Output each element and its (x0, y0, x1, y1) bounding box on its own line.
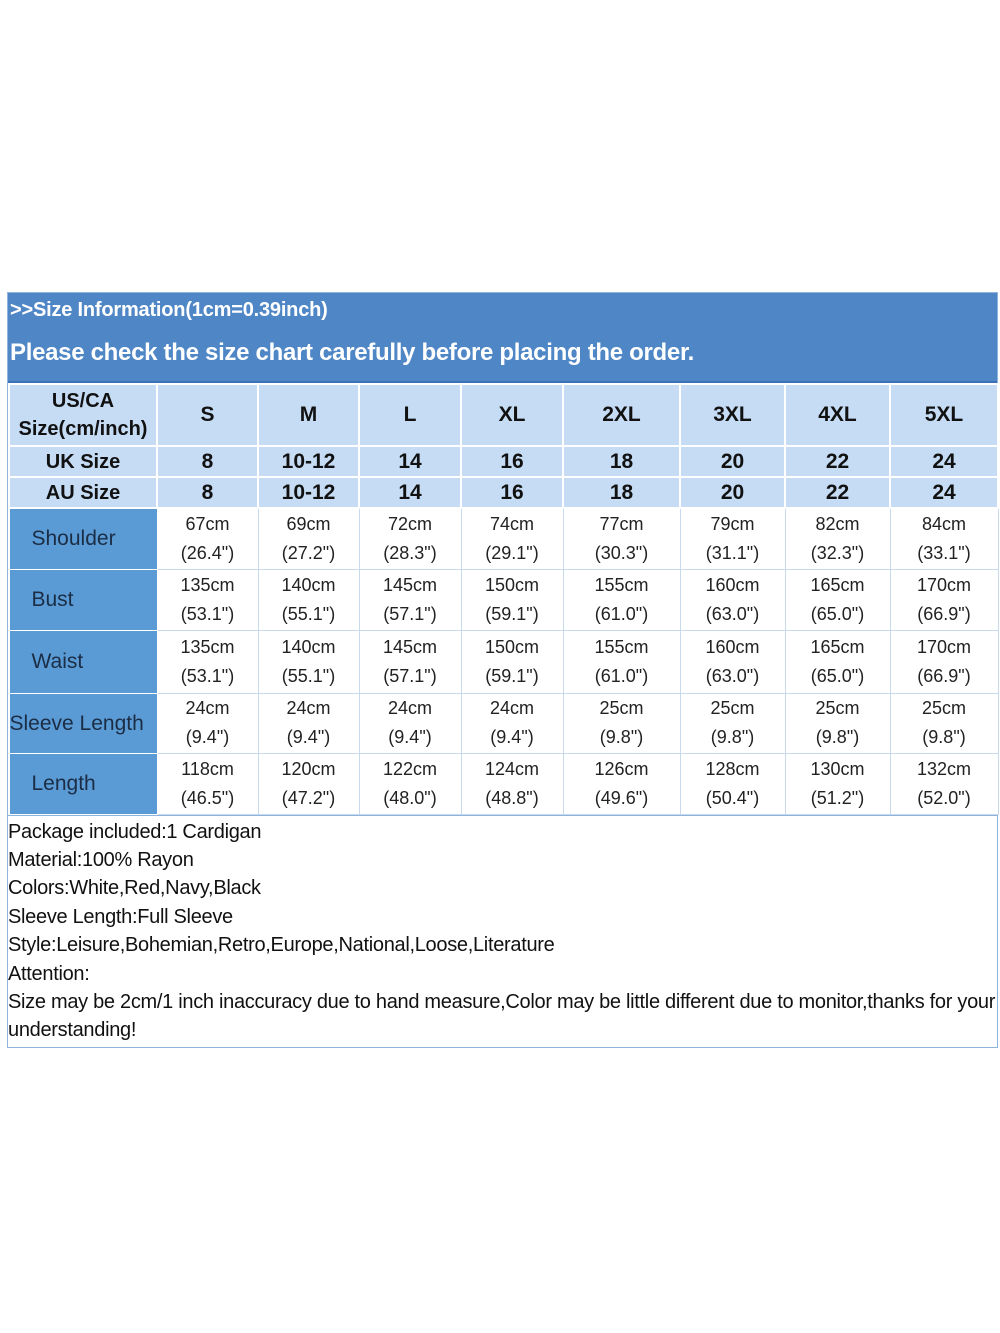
measurement-cm: 170cm (916, 574, 972, 595)
measurement-cell (563, 508, 680, 569)
header-cell: M (258, 384, 359, 446)
measurement-row (9, 508, 998, 569)
header-cell: 20 (680, 446, 785, 477)
measurement-cm: 25cm (921, 698, 966, 718)
measurement-inch: (9.8") (710, 727, 755, 747)
measurement-cm: 155cm (594, 574, 649, 595)
header-cell: 2XL (563, 384, 680, 446)
size-chart-instruction: Please check the size chart carefully before placing the order. (10, 339, 695, 366)
header-cell: 10-12 (258, 446, 359, 477)
header-cell: 4XL (785, 384, 890, 446)
measurement-cm: 150cm (484, 574, 540, 595)
note-line: Colors:White,Red,Navy,Black (8, 877, 261, 900)
note-line: Attention: (8, 962, 90, 985)
note-line: Sleeve Length:Full Sleeve (8, 905, 233, 928)
size-info-title: >>Size Information(1cm=0.39inch) (10, 299, 328, 321)
measurement-cm: 25cm (815, 698, 860, 718)
measurement-inch: (65.0") (810, 665, 865, 686)
header-row (9, 384, 998, 446)
measurement-cell (890, 569, 998, 630)
measurement-cell (461, 569, 563, 630)
measurement-cm: 145cm (382, 574, 438, 595)
measurement-inch: (61.0") (594, 603, 649, 624)
measurement-inch: (50.4") (705, 787, 760, 808)
header-cell: XL (461, 384, 563, 446)
note-line: Size may be 2cm/1 inch inaccuracy due to hand measure,Color may be little different due to monitor,thanks for your understanding! (8, 990, 996, 1042)
measurement-cm: 130cm (810, 758, 865, 779)
measurement-cm: 155cm (594, 636, 649, 657)
measurement-cm: 170cm (916, 636, 972, 657)
measurement-cell (680, 753, 785, 814)
measurement-cell (461, 693, 563, 753)
note-line: Material:100% Rayon (8, 848, 194, 871)
measurement-inch: (29.1") (485, 542, 539, 563)
measurement-cell (461, 508, 563, 569)
measurement-cell (258, 693, 359, 753)
header-row-label: US/CA Size(cm/inch) (9, 384, 157, 446)
header-cell: 22 (785, 477, 890, 508)
measurement-cell (461, 630, 563, 693)
measurement-inch: (9.8") (599, 727, 644, 747)
measurement-inch: (30.3") (594, 542, 649, 563)
measurement-cm: 24cm (387, 698, 432, 718)
measurement-inch: (26.4") (180, 542, 235, 563)
measurement-inch: (53.1") (180, 665, 235, 686)
measurement-cell (157, 508, 258, 569)
measurement-label: Length (9, 753, 157, 814)
measurement-inch: (53.1") (180, 603, 235, 624)
measurement-cm: 128cm (705, 758, 760, 779)
measurement-row (9, 630, 998, 693)
measurement-cell (359, 693, 461, 753)
measurement-inch: (33.1") (917, 542, 971, 563)
header-row (9, 477, 998, 508)
header-cell: 3XL (680, 384, 785, 446)
measurement-cell (359, 569, 461, 630)
header-cell: 5XL (890, 384, 998, 446)
measurement-inch: (66.9") (917, 603, 971, 624)
measurement-cm: 124cm (484, 758, 540, 779)
measurement-inch: (63.0") (705, 665, 760, 686)
measurement-cm: 122cm (382, 758, 438, 779)
measurement-cm: 165cm (810, 574, 865, 595)
measurement-inch: (9.8") (922, 727, 966, 747)
measurement-cell (359, 508, 461, 569)
measurement-inch: (55.1") (281, 603, 336, 624)
measurement-cell (785, 630, 890, 693)
measurement-inch: (9.4") (490, 727, 534, 747)
measurement-inch: (28.3") (383, 542, 437, 563)
header-row-label: AU Size (9, 477, 157, 508)
header-cell: 14 (359, 446, 461, 477)
measurement-label: Bust (9, 569, 157, 630)
measurement-inch: (49.6") (594, 787, 649, 808)
measurement-cm: 145cm (382, 636, 438, 657)
measurement-inch: (55.1") (281, 665, 336, 686)
measurement-cell (680, 693, 785, 753)
measurement-cm: 67cm (185, 513, 230, 534)
header-cell: 8 (157, 446, 258, 477)
measurement-inch: (48.8") (485, 787, 539, 808)
measurement-inch: (52.0") (917, 787, 971, 808)
header-row (9, 446, 998, 477)
measurement-inch: (65.0") (810, 603, 865, 624)
measurement-cm: 72cm (387, 513, 432, 534)
header-cell: 16 (461, 477, 563, 508)
measurement-cell (563, 569, 680, 630)
measurement-cell (359, 630, 461, 693)
size-table (8, 383, 999, 815)
measurement-cm: 160cm (705, 636, 760, 657)
header-cell: 10-12 (258, 477, 359, 508)
product-notes (8, 815, 997, 1047)
measurement-cell (785, 569, 890, 630)
measurement-cm: 82cm (815, 513, 860, 534)
measurement-cell (785, 693, 890, 753)
measurement-cell (258, 753, 359, 814)
measurement-inch: (59.1") (485, 603, 539, 624)
measurement-cell (890, 753, 998, 814)
measurement-cm: 74cm (489, 513, 534, 534)
size-chart (7, 292, 998, 1048)
measurement-cm: 25cm (599, 698, 644, 718)
measurement-cell (785, 508, 890, 569)
measurement-inch: (9.4") (185, 727, 230, 747)
measurement-inch: (47.2") (281, 787, 336, 808)
measurement-inch: (32.3") (810, 542, 865, 563)
measurement-inch: (57.1") (383, 665, 437, 686)
measurement-cell (157, 753, 258, 814)
header-cell: 22 (785, 446, 890, 477)
measurement-row (9, 569, 998, 630)
measurement-cm: 135cm (180, 574, 235, 595)
measurement-cm: 118cm (181, 758, 234, 779)
note-line: Package included:1 Cardigan (8, 820, 262, 843)
measurement-inch: (48.0") (383, 787, 437, 808)
measurement-inch: (59.1") (485, 665, 539, 686)
measurement-inch: (9.8") (815, 727, 860, 747)
measurement-cell (157, 630, 258, 693)
measurement-inch: (9.4") (286, 727, 331, 747)
measurement-cell (680, 508, 785, 569)
measurement-cell (680, 569, 785, 630)
measurement-cell (258, 630, 359, 693)
header-cell: 16 (461, 446, 563, 477)
measurement-inch: (51.2") (810, 787, 865, 808)
measurement-cm: 150cm (484, 636, 540, 657)
header-cell: 24 (890, 477, 998, 508)
measurement-cm: 160cm (705, 574, 760, 595)
measurement-cell (258, 508, 359, 569)
measurement-cell (785, 753, 890, 814)
header-cell: 24 (890, 446, 998, 477)
measurement-cm: 79cm (710, 513, 755, 534)
measurement-row (9, 693, 998, 753)
header-cell: 20 (680, 477, 785, 508)
measurement-cell (563, 753, 680, 814)
measurement-cell (157, 569, 258, 630)
measurement-cm: 165cm (810, 636, 865, 657)
header-cell: 8 (157, 477, 258, 508)
measurement-cm: 25cm (710, 698, 755, 718)
measurement-inch: (27.2") (281, 542, 336, 563)
header-cell: 14 (359, 477, 461, 508)
measurement-cm: 132cm (916, 758, 972, 779)
measurement-inch: (63.0") (705, 603, 760, 624)
measurement-cm: 77cm (599, 513, 644, 534)
measurement-cell (890, 508, 998, 569)
measurement-cell (157, 693, 258, 753)
measurement-cm: 24cm (185, 698, 230, 718)
header-cell: S (157, 384, 258, 446)
size-info-banner (8, 293, 997, 383)
measurement-cm: 140cm (281, 636, 336, 657)
measurement-cell (563, 630, 680, 693)
note-line: Style:Leisure,Bohemian,Retro,Europe,National,Loose,Literature (8, 934, 555, 957)
measurement-cm: 69cm (286, 513, 331, 534)
measurement-label: Waist (9, 630, 157, 693)
measurement-inch: (31.1") (705, 542, 760, 563)
header-row-label: UK Size (9, 446, 157, 477)
measurement-inch: (61.0") (594, 665, 649, 686)
header-cell: 18 (563, 477, 680, 508)
measurement-cm: 24cm (489, 698, 534, 718)
measurement-inch: (9.4") (388, 727, 432, 747)
measurement-cell (359, 753, 461, 814)
measurement-cm: 135cm (180, 636, 235, 657)
measurement-cm: 126cm (594, 758, 649, 779)
measurement-cm: 84cm (921, 513, 966, 534)
measurement-cm: 140cm (281, 574, 336, 595)
header-cell: 18 (563, 446, 680, 477)
measurement-cell (680, 630, 785, 693)
measurement-label: Sleeve Length (9, 693, 157, 753)
measurement-cell (563, 693, 680, 753)
measurement-cell (890, 693, 998, 753)
header-cell: L (359, 384, 461, 446)
measurement-row (9, 753, 998, 814)
measurement-inch: (66.9") (917, 665, 971, 686)
measurement-cell (258, 569, 359, 630)
measurement-cm: 120cm (281, 758, 336, 779)
measurement-cm: 24cm (286, 698, 331, 718)
measurement-cell (461, 753, 563, 814)
measurement-cell (890, 630, 998, 693)
measurement-inch: (46.5") (180, 787, 235, 808)
measurement-label: Shoulder (9, 508, 157, 569)
measurement-inch: (57.1") (383, 603, 437, 624)
